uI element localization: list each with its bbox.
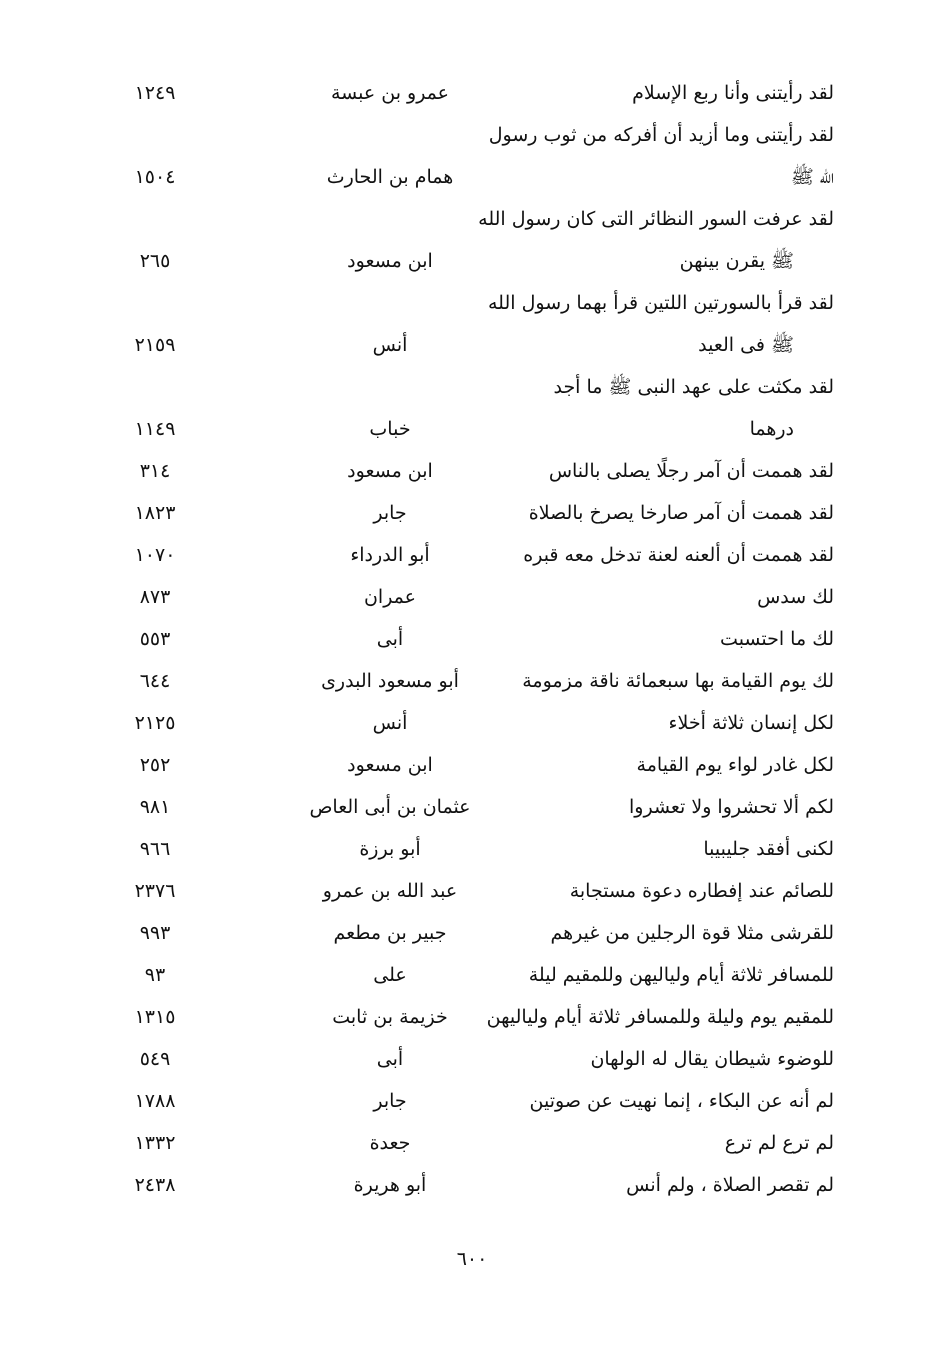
table-row — [0, 661, 944, 701]
hadith-text: لكنى أفقد جليبيبا — [703, 838, 834, 860]
table-row — [0, 451, 944, 491]
narrator-name: أبو هريرة — [353, 1174, 427, 1196]
table-row — [0, 955, 944, 995]
narrator-name: ابن مسعود — [347, 250, 433, 272]
hadith-text: لكل إنسان ثلاثة أخلاء — [668, 712, 834, 734]
hadith-text: للمقيم يوم وليلة وللمسافر ثلاثة أيام ولياليهن — [486, 1006, 834, 1028]
hadith-number: ٦٤٤ — [139, 670, 171, 692]
hadith-number: ١٣٣٢ — [134, 1132, 176, 1154]
hadith-number: ٩٨١ — [139, 796, 171, 818]
table-row — [0, 199, 944, 239]
narrator-name: عبد الله بن عمرو — [322, 880, 458, 902]
table-row — [0, 1081, 944, 1121]
table-row — [0, 787, 944, 827]
narrator-name: جعدة — [369, 1132, 411, 1154]
table-row — [0, 1123, 944, 1163]
table-row — [0, 241, 944, 281]
hadith-number: ٥٥٣ — [139, 628, 171, 650]
narrator-name: أبو مسعود البدرى — [321, 670, 459, 692]
hadith-text: لقد رأيتنى وأنا ربع الإسلام — [632, 82, 834, 104]
hadith-number: ٢٣٧٦ — [134, 880, 176, 902]
narrator-name: أبو برزة — [359, 838, 421, 860]
hadith-text: ﷺ يقرن بينهن — [679, 250, 794, 272]
hadith-number: ٢٦٥ — [139, 250, 171, 272]
hadith-number: ١١٤٩ — [134, 418, 176, 440]
hadith-text: لم تقصر الصلاة ، ولم أنس — [626, 1174, 834, 1196]
hadith-text: لقد رأيتنى وما أزيد أن أفركه من ثوب رسول — [488, 124, 834, 146]
narrator-name: أبى — [376, 628, 404, 650]
narrator-name: ابن مسعود — [347, 754, 433, 776]
hadith-number: ٩٩٣ — [139, 922, 171, 944]
table-row — [0, 997, 944, 1037]
table-row — [0, 493, 944, 533]
table-row — [0, 73, 944, 113]
hadith-text: لقد هممت أن ألعنه لعنة تدخل معه قبره — [523, 544, 834, 566]
hadith-number: ٢١٥٩ — [134, 334, 176, 356]
narrator-name: خباب — [369, 418, 411, 440]
narrator-name: خزيمة بن ثابت — [332, 1006, 448, 1028]
narrator-name: أنس — [372, 334, 408, 356]
narrator-name: عثمان بن أبى العاص — [309, 796, 471, 818]
table-row — [0, 619, 944, 659]
narrator-name: عمران — [363, 586, 417, 608]
table-row — [0, 367, 944, 407]
table-row — [0, 283, 944, 323]
narrator-name: جابر — [373, 502, 407, 524]
hadith-text: للقرشى مثلا قوة الرجلين من غيرهم — [550, 922, 834, 944]
hadith-number: ١٣١٥ — [134, 1006, 176, 1028]
hadith-text: لكم ألا تحشروا ولا تعشروا — [629, 796, 834, 818]
table-row — [0, 1039, 944, 1079]
narrator-name: على — [373, 964, 407, 986]
hadith-text: لم ترع لم ترع — [724, 1132, 834, 1154]
table-row — [0, 703, 944, 743]
narrator-name: ابن مسعود — [347, 460, 433, 482]
table-row — [0, 871, 944, 911]
table-row — [0, 115, 944, 155]
table-row — [0, 535, 944, 575]
hadith-text: الله ﷺ — [790, 166, 834, 188]
hadith-text: لك ما احتسبت — [720, 628, 834, 650]
table-row — [0, 1165, 944, 1205]
hadith-text: لقد هممت أن آمر صارخا يصرخ بالصلاة — [528, 502, 834, 524]
hadith-number: ٩٦٦ — [139, 838, 171, 860]
hadith-number: ٢١٢٥ — [134, 712, 176, 734]
hadith-number: ٢٥٢ — [139, 754, 171, 776]
table-row — [0, 157, 944, 197]
hadith-text: لكل غادر لواء يوم القيامة — [636, 754, 834, 776]
hadith-number: ١٨٢٣ — [134, 502, 176, 524]
table-row — [0, 913, 944, 953]
hadith-text: لك يوم القيامة بها سبعمائة ناقة مزمومة — [522, 670, 834, 692]
hadith-number: ٢٤٣٨ — [134, 1174, 176, 1196]
narrator-name: أبو الدرداء — [350, 544, 430, 566]
hadith-text: لقد عرفت السور النظائر التى كان رسول الله — [478, 208, 834, 230]
page-number: ٦٠٠ — [456, 1248, 488, 1270]
hadith-text: لم أنه عن البكاء ، إنما نهيت عن صوتين — [529, 1090, 834, 1112]
table-row — [0, 577, 944, 617]
hadith-text: للوضوء شيطان يقال له الولهان — [590, 1048, 834, 1070]
hadith-number: ١٥٠٤ — [134, 166, 176, 188]
hadith-number: ١٧٨٨ — [134, 1090, 176, 1112]
hadith-text: لقد هممت أن آمر رجلًا يصلى بالناس — [548, 460, 834, 482]
narrator-name: جابر — [373, 1090, 407, 1112]
hadith-text: درهما — [749, 418, 794, 440]
hadith-number: ٥٤٩ — [139, 1048, 171, 1070]
hadith-number: ٩٣ — [144, 964, 166, 986]
table-row — [0, 829, 944, 869]
hadith-text: لك سدس — [757, 586, 834, 608]
table-row — [0, 409, 944, 449]
narrator-name: عمرو بن عبسة — [330, 82, 450, 104]
hadith-text: ﷺ فى العيد — [698, 334, 794, 356]
hadith-text: لقد مكثت على عهد النبى ﷺ ما أجد — [553, 376, 834, 398]
table-row — [0, 745, 944, 785]
hadith-text: للمسافر ثلاثة أيام ولياليهن وللمقيم ليلة — [528, 964, 834, 986]
hadith-number: ١٢٤٩ — [134, 82, 176, 104]
hadith-number: ٨٧٣ — [139, 586, 171, 608]
narrator-name: أبى — [376, 1048, 404, 1070]
hadith-text: لقد قرأ بالسورتين اللتين قرأ بهما رسول الله — [488, 292, 834, 314]
table-row — [0, 325, 944, 365]
hadith-text: للصائم عند إفطاره دعوة مستجابة — [569, 880, 834, 902]
narrator-name: همام بن الحارث — [326, 166, 454, 188]
hadith-number: ١٠٧٠ — [134, 544, 176, 566]
hadith-number: ٣١٤ — [139, 460, 171, 482]
narrator-name: أنس — [372, 712, 408, 734]
narrator-name: جبير بن مطعم — [333, 922, 447, 944]
